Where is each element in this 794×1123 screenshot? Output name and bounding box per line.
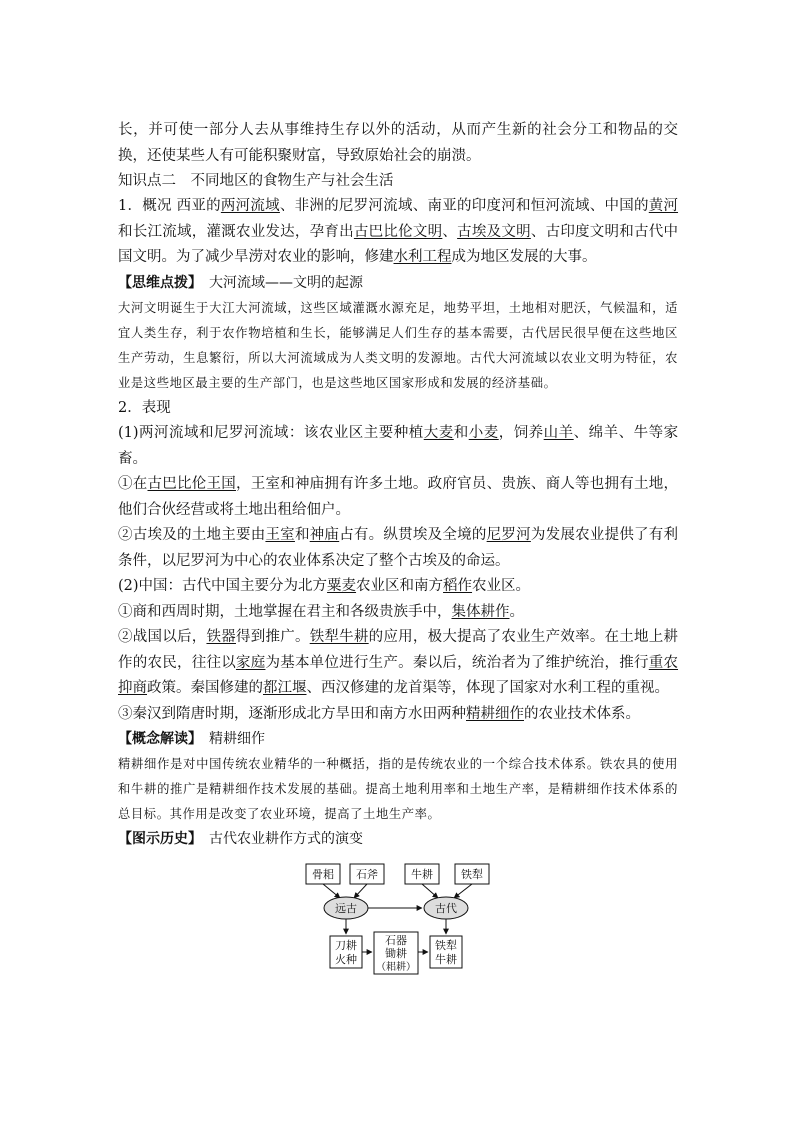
tip-box-title: 【思维点拨】 大河流域——文明的起源 xyxy=(118,274,363,291)
keyword: 家庭 xyxy=(235,654,266,671)
keyword: 都江堰 xyxy=(263,680,307,696)
keyword: 古埃及文明 xyxy=(457,223,531,240)
keyword: 古巴比伦王国 xyxy=(147,476,236,492)
concept-box-body: 精耕细作是对中国传统农业精华的一种概括，指的是传统农业的一个综合技术体系。铁农具的使用和牛耕的推广是精耕细作技术发展的基础。提高土地利用率和土地生产率，是精耕细作技术体系的总目标。其作用是改变了农业环境，提高了土地生产率。 xyxy=(118,757,678,821)
stage-label-slash-burn-1: 刀耕 xyxy=(335,939,357,952)
keyword: 集体耕作 xyxy=(451,603,510,620)
era-label-later: 古代 xyxy=(435,902,457,915)
concept-tag: 【概念解读】 xyxy=(118,731,195,747)
keyword: 铁犁牛耕 xyxy=(309,629,369,645)
tool-label-bone-spade: 骨耜 xyxy=(312,868,334,881)
keyword: 王室 xyxy=(265,527,295,543)
era-label-ancient: 远古 xyxy=(335,902,357,915)
stage-label-slash-burn-2: 火种 xyxy=(335,953,357,966)
paragraph-qin-tang: ③秦汉到隋唐时期，逐渐形成北方旱田和南方水田两种精耕细作的农业技术体系。 xyxy=(118,705,640,722)
tip-box-body: 大河文明诞生于大江大河流域，这些区域灌溉水源充足，地势平坦，土地相对肥沃，气候温和，适宜人类生存，利于农作物培植和生长，能够满足人们生存的基本需要，古代居民很早便在这些地区生产劳动，生息繁衍，所以大河流域成为人类文明的发源地。古代大河流域以农业文明为特征，农业是这些地区最主要的生产部门，也是这些地区国家形成和发展的经济基础。 xyxy=(118,300,678,390)
paragraph-mesopotamia: (1)两河流域和尼罗河流域：该农业区主要种植大麦和小麦，饲养山羊、绵羊、牛等家畜。 xyxy=(118,425,679,467)
tool-label-iron-plough: 铁犁 xyxy=(461,868,483,881)
paragraph-babylon: ①在古巴比伦王国，王室和神庙拥有许多土地。政府官员、贵族、商人等也拥有土地，他们合伙经营或将土地出租给佃户。 xyxy=(118,476,679,518)
paragraph-warring-states: ②战国以后，铁器得到推广。铁犁牛耕的应用，极大提高了农业生产效率。在土地上耕作的农民，往往以家庭为基本单位进行生产。秦以后，统治者为了维护统治，推行重农抑商政策。秦国修建的都江堰、西汉修建的龙首渠等，体现了国家对水利工程的重视。 xyxy=(118,629,679,696)
paragraph-egypt: ②古埃及的土地主要由王室和神庙占有。纵贯埃及全境的尼罗河为发展农业提供了有利条件，以尼罗河为中心的农业体系决定了整个古埃及的命运。 xyxy=(118,527,679,569)
stage-label-iron-ox-2: 牛耕 xyxy=(435,953,457,966)
section-title: 知识点二 不同地区的食物生产与社会生活 xyxy=(118,173,394,189)
paragraph-china: (2)中国：古代中国主要分为北方粟麦农业区和南方稻作农业区。 xyxy=(118,578,531,594)
keyword: 小麦 xyxy=(468,425,499,441)
keyword: 精耕细作 xyxy=(466,705,524,722)
tip-tag: 【思维点拨】 xyxy=(118,274,195,291)
tool-label-stone-axe: 石斧 xyxy=(356,868,378,881)
stage-label-stone-hoe-2: 锄耕 xyxy=(385,947,407,960)
stage-label-iron-ox-1: 铁犁 xyxy=(435,939,457,952)
keyword: 稻作 xyxy=(443,578,473,594)
keyword: 山羊 xyxy=(543,425,574,441)
keyword: 粟麦 xyxy=(327,578,357,594)
paragraph-shang-zhou: ①商和西周时期，土地掌握在君主和各级贵族手中，集体耕作。 xyxy=(118,603,524,620)
keyword: 重农抑商 xyxy=(118,654,679,696)
stage-label-stone-hoe-3: （耜耕） xyxy=(376,962,416,973)
tool-label-ox-plough: 牛耕 xyxy=(411,868,433,881)
keyword: 两河流域 xyxy=(220,198,280,214)
list-number: 1． xyxy=(118,198,143,214)
keyword: 大麦 xyxy=(423,425,454,441)
subheading-manifestation: 2．表现 xyxy=(118,399,171,416)
keyword: 黄河 xyxy=(648,198,679,214)
document-page xyxy=(118,118,678,978)
keyword: 神庙 xyxy=(309,527,340,543)
diagram-svg xyxy=(118,858,678,978)
keyword: 铁器 xyxy=(206,629,236,645)
keyword: 水利工程 xyxy=(393,249,452,265)
paragraph-overview: 1．概况 西亚的两河流域、非洲的尼罗河流域、南亚的印度河和恒河流域、中国的黄河和长江流域，灌溉农业发达，孕育出古巴比伦文明、古埃及文明、古印度文明和古代中国文明。为了减少旱涝对农业的影响，修建水利工程成为地区发展的大事。 xyxy=(118,198,679,265)
intro-paragraph: 长，并可使一部分人去从事维持生存以外的活动，从而产生新的社会分工和物品的交换，还使某些人有可能积聚财富，导致原始社会的崩溃。 xyxy=(118,122,678,164)
concept-box-title: 【概念解读】 精耕细作 xyxy=(118,731,265,747)
farming-evolution-diagram xyxy=(118,858,678,978)
keyword: 尼罗河 xyxy=(486,527,531,543)
diagram-tag: 【图示历史】 xyxy=(118,831,195,847)
diagram-box-title: 【图示历史】 古代农业耕作方式的演变 xyxy=(118,831,363,847)
stage-label-stone-hoe-1: 石器 xyxy=(385,934,407,947)
keyword: 古巴比伦文明 xyxy=(353,223,443,240)
